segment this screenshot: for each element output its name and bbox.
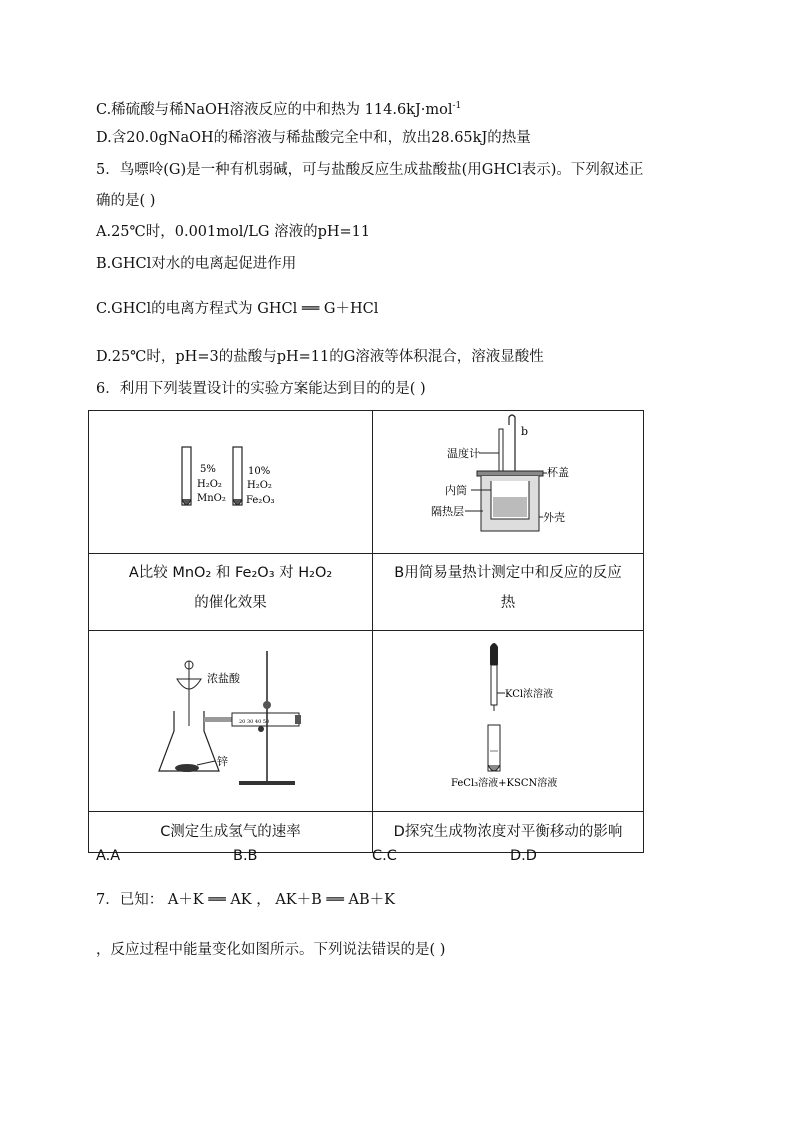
q5-option-c: C.GHCl的电离方程式为 GHCl ══ G＋HCl — [96, 301, 379, 317]
caption-c-cell — [89, 812, 373, 853]
fig-d-tube: FeCl₃溶液+KSCN溶液 — [451, 778, 558, 789]
fig-b-inner: 内筒 — [445, 484, 467, 497]
fig-a-right-cat: Fe₂O₃ — [246, 495, 275, 506]
figure-b-cell — [373, 411, 644, 554]
figure-c-hydrogen-rate — [89, 631, 372, 807]
q4-option-d: D.含20.0gNaOH的稀溶液与稀盐酸完全中和，放出28.65kJ的热量 — [96, 130, 531, 146]
answer-b: B.B — [233, 848, 258, 864]
q6-options-table — [88, 410, 644, 853]
caption-b-cell — [373, 554, 644, 631]
fig-c-acid: 浓盐酸 — [207, 672, 240, 685]
fig-a-left-cat: MnO₂ — [197, 493, 226, 504]
figure-d-cell — [373, 631, 644, 812]
q5-stem-line2: 确的是( ) — [96, 193, 156, 209]
caption-c: C测定生成氢气的速率 — [160, 824, 301, 840]
q5-option-b: B.GHCl对水的电离起促进作用 — [96, 256, 297, 272]
q7-stem-line2: ，反应过程中能量变化如图所示。下列说法错误的是( ) — [96, 942, 446, 958]
fig-d-dropper: KCl浓溶液 — [505, 689, 554, 700]
answer-c: C.C — [372, 848, 397, 864]
fig-b-shell: 外壳 — [543, 511, 565, 524]
fig-a-right-sol: H₂O₂ — [247, 480, 272, 491]
caption-d-cell — [373, 812, 644, 853]
fig-b-label-b: b — [521, 425, 529, 438]
figure-d-equilibrium — [373, 631, 643, 807]
caption-b-line1: B用简易量热计测定中和反应的反应 — [394, 565, 622, 581]
caption-a-line1: A比较 MnO₂ 和 Fe₂O₃ 对 H₂O₂ — [128, 565, 333, 581]
fig-b-thermometer: 温度计 — [447, 447, 480, 460]
figure-b-calorimeter — [373, 411, 643, 549]
q5-stem-line1: 5．鸟嘌呤(G)是一种有机弱碱，可与盐酸反应生成盐酸盐(用GHCl表示)。下列叙述正 — [96, 162, 644, 178]
fig-c-zinc: 锌 — [217, 755, 228, 768]
fig-a-right-conc: 10% — [248, 466, 271, 477]
figure-a-test-tubes — [89, 411, 372, 549]
fig-a-left-sol: H₂O₂ — [197, 479, 222, 490]
answer-a: A.A — [96, 848, 121, 864]
q6-stem: 6．利用下列装置设计的实验方案能达到目的的是( ) — [96, 381, 426, 397]
answer-d: D.D — [510, 848, 537, 864]
figure-c-cell — [89, 631, 373, 812]
caption-b-line2: 热 — [500, 595, 516, 611]
fig-b-insulation: 隔热层 — [431, 505, 464, 518]
figure-a-cell — [89, 411, 373, 554]
caption-d: D探究生成物浓度对平衡移动的影响 — [393, 824, 623, 840]
fig-a-left-conc: 5% — [200, 464, 216, 475]
fig-b-lid: 杯盖 — [547, 466, 569, 479]
caption-a-cell — [89, 554, 373, 631]
caption-a-line2: 的催化效果 — [194, 595, 267, 611]
q4-option-c: C.稀硫酸与稀NaOH溶液反应的中和热为 114.6kJ·mol$^{-1}$ — [96, 101, 462, 118]
q5-option-d: D.25℃时，pH=3的盐酸与pH=11的G溶液等体积混合，溶液显酸性 — [96, 349, 544, 365]
q7-stem: 7．已知： A＋K ══ AK ， AK＋B ══ AB＋K — [96, 892, 395, 908]
fig-c-scale: 20 30 40 50 — [239, 719, 270, 725]
q5-option-a: A.25℃时，0.001mol/LG 溶液的pH=11 — [96, 224, 371, 240]
